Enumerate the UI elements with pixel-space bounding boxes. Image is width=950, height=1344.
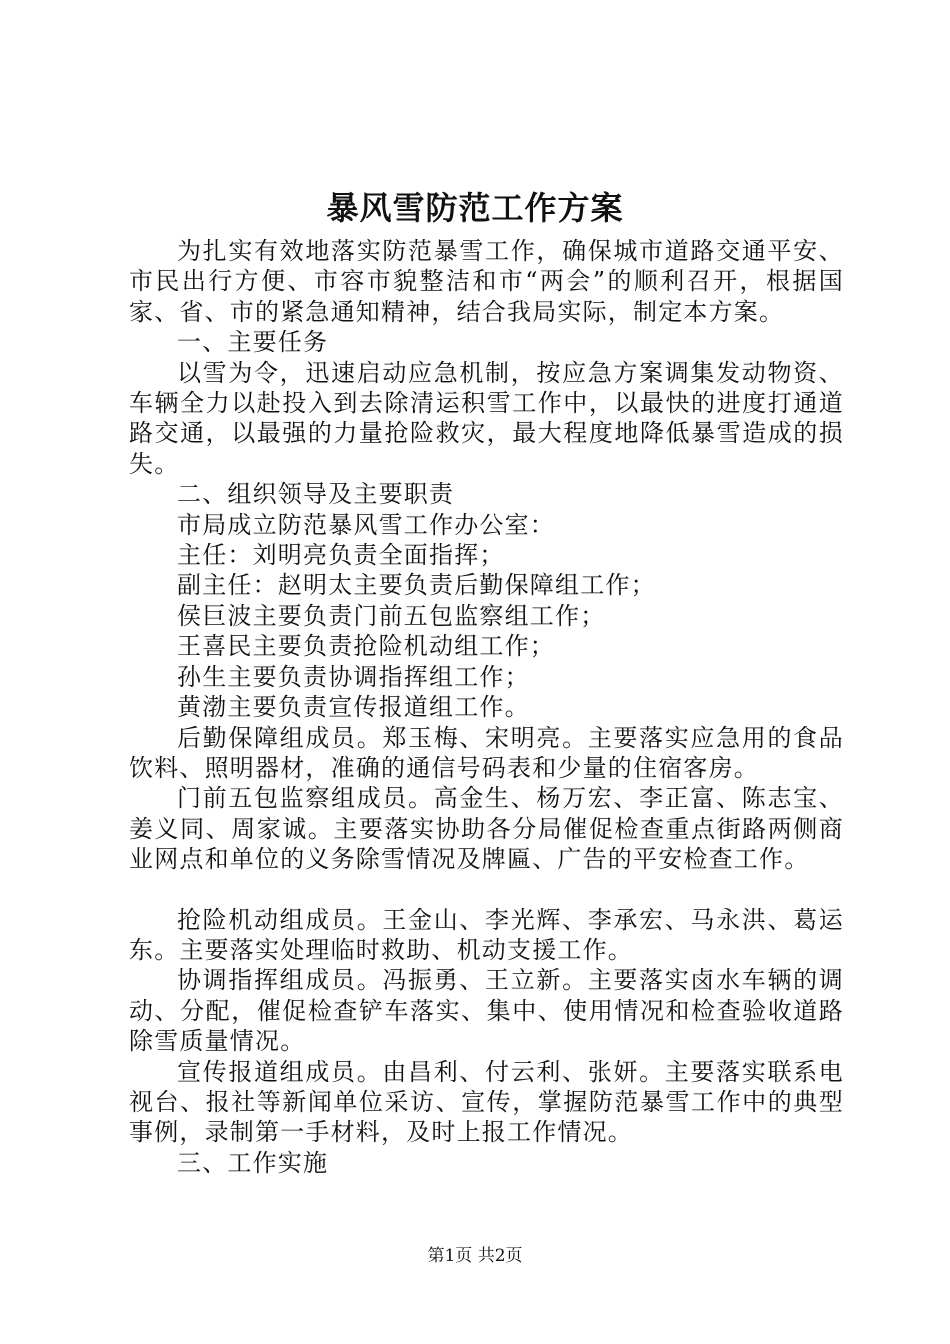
- paragraph-inspection-group: 门前五包监察组成员。高金生、杨万宏、李正富、陈志宝、姜义同、周家诚。主要落实协助各分局催促检查重点街路两侧商业网点和单位的义务除雪情况及牌匾、广告的平安检查工作。: [129, 784, 844, 874]
- page-footer: 第1页 共2页: [427, 1246, 523, 1266]
- heading-main-tasks: 一、主要任务: [177, 328, 329, 357]
- heading-implementation: 三、工作实施: [177, 1148, 329, 1177]
- paragraph-office: 市局成立防范暴风雪工作办公室：: [177, 510, 555, 539]
- document-title: 暴风雪防范工作方案: [326, 189, 624, 227]
- paragraph-director: 主任：刘明亮负责全面指挥；: [177, 541, 505, 570]
- paragraph-publicity-group: 宣传报道组成员。由昌利、付云利、张妍。主要落实联系电视台、报社等新闻单位采访、宣传，掌握防范暴雪工作中的典型事例，录制第一手材料，及时上报工作情况。: [129, 1057, 844, 1147]
- heading-organization: 二、组织领导及主要职责: [177, 480, 455, 509]
- document-body: [129, 236, 844, 1178]
- paragraph-intro: 为扎实有效地落实防范暴雪工作，确保城市道路交通平安、市民出行方便、市容市貌整洁和市“两会”的顺利召开，根据国家、省、市的紧急通知精神，结合我局实际，制定本方案。: [129, 237, 844, 326]
- paragraph-sun-sheng: 孙生主要负责协调指挥组工作；: [177, 662, 530, 691]
- paragraph-huang-bo: 黄渤主要负责宣传报道组工作。: [177, 693, 530, 722]
- paragraph-rescue-group: 抢险机动组成员。王金山、李光辉、李承宏、马永洪、葛运东。主要落实处理临时救助、机动支援工作。: [129, 905, 844, 964]
- paragraph-deputy-director: 副主任：赵明太主要负责后勤保障组工作；: [177, 571, 656, 600]
- paragraph-spacer: [129, 875, 844, 905]
- paragraph-coordination-group: 协调指挥组成员。冯振勇、王立新。主要落实卤水车辆的调动、分配，催促检查铲车落实、集中、使用情况和检查验收道路除雪质量情况。: [129, 966, 844, 1056]
- paragraph-logistics-group: 后勤保障组成员。郑玉梅、宋明亮。主要落实应急用的食品饮料、照明器材，准确的通信号码表和少量的住宿客房。: [129, 723, 844, 782]
- paragraph-main-tasks: 以雪为令，迅速启动应急机制，按应急方案调集发动物资、车辆全力以赴投入到去除清运积雪工作中，以最快的进度打通道路交通，以最强的力量抢险救灾，最大程度地降低暴雪造成的损失。: [129, 358, 844, 478]
- paragraph-hou-jubo: 侯巨波主要负责门前五包监察组工作；: [177, 601, 606, 630]
- paragraph-wang-ximin: 王喜民主要负责抢险机动组工作；: [177, 632, 555, 661]
